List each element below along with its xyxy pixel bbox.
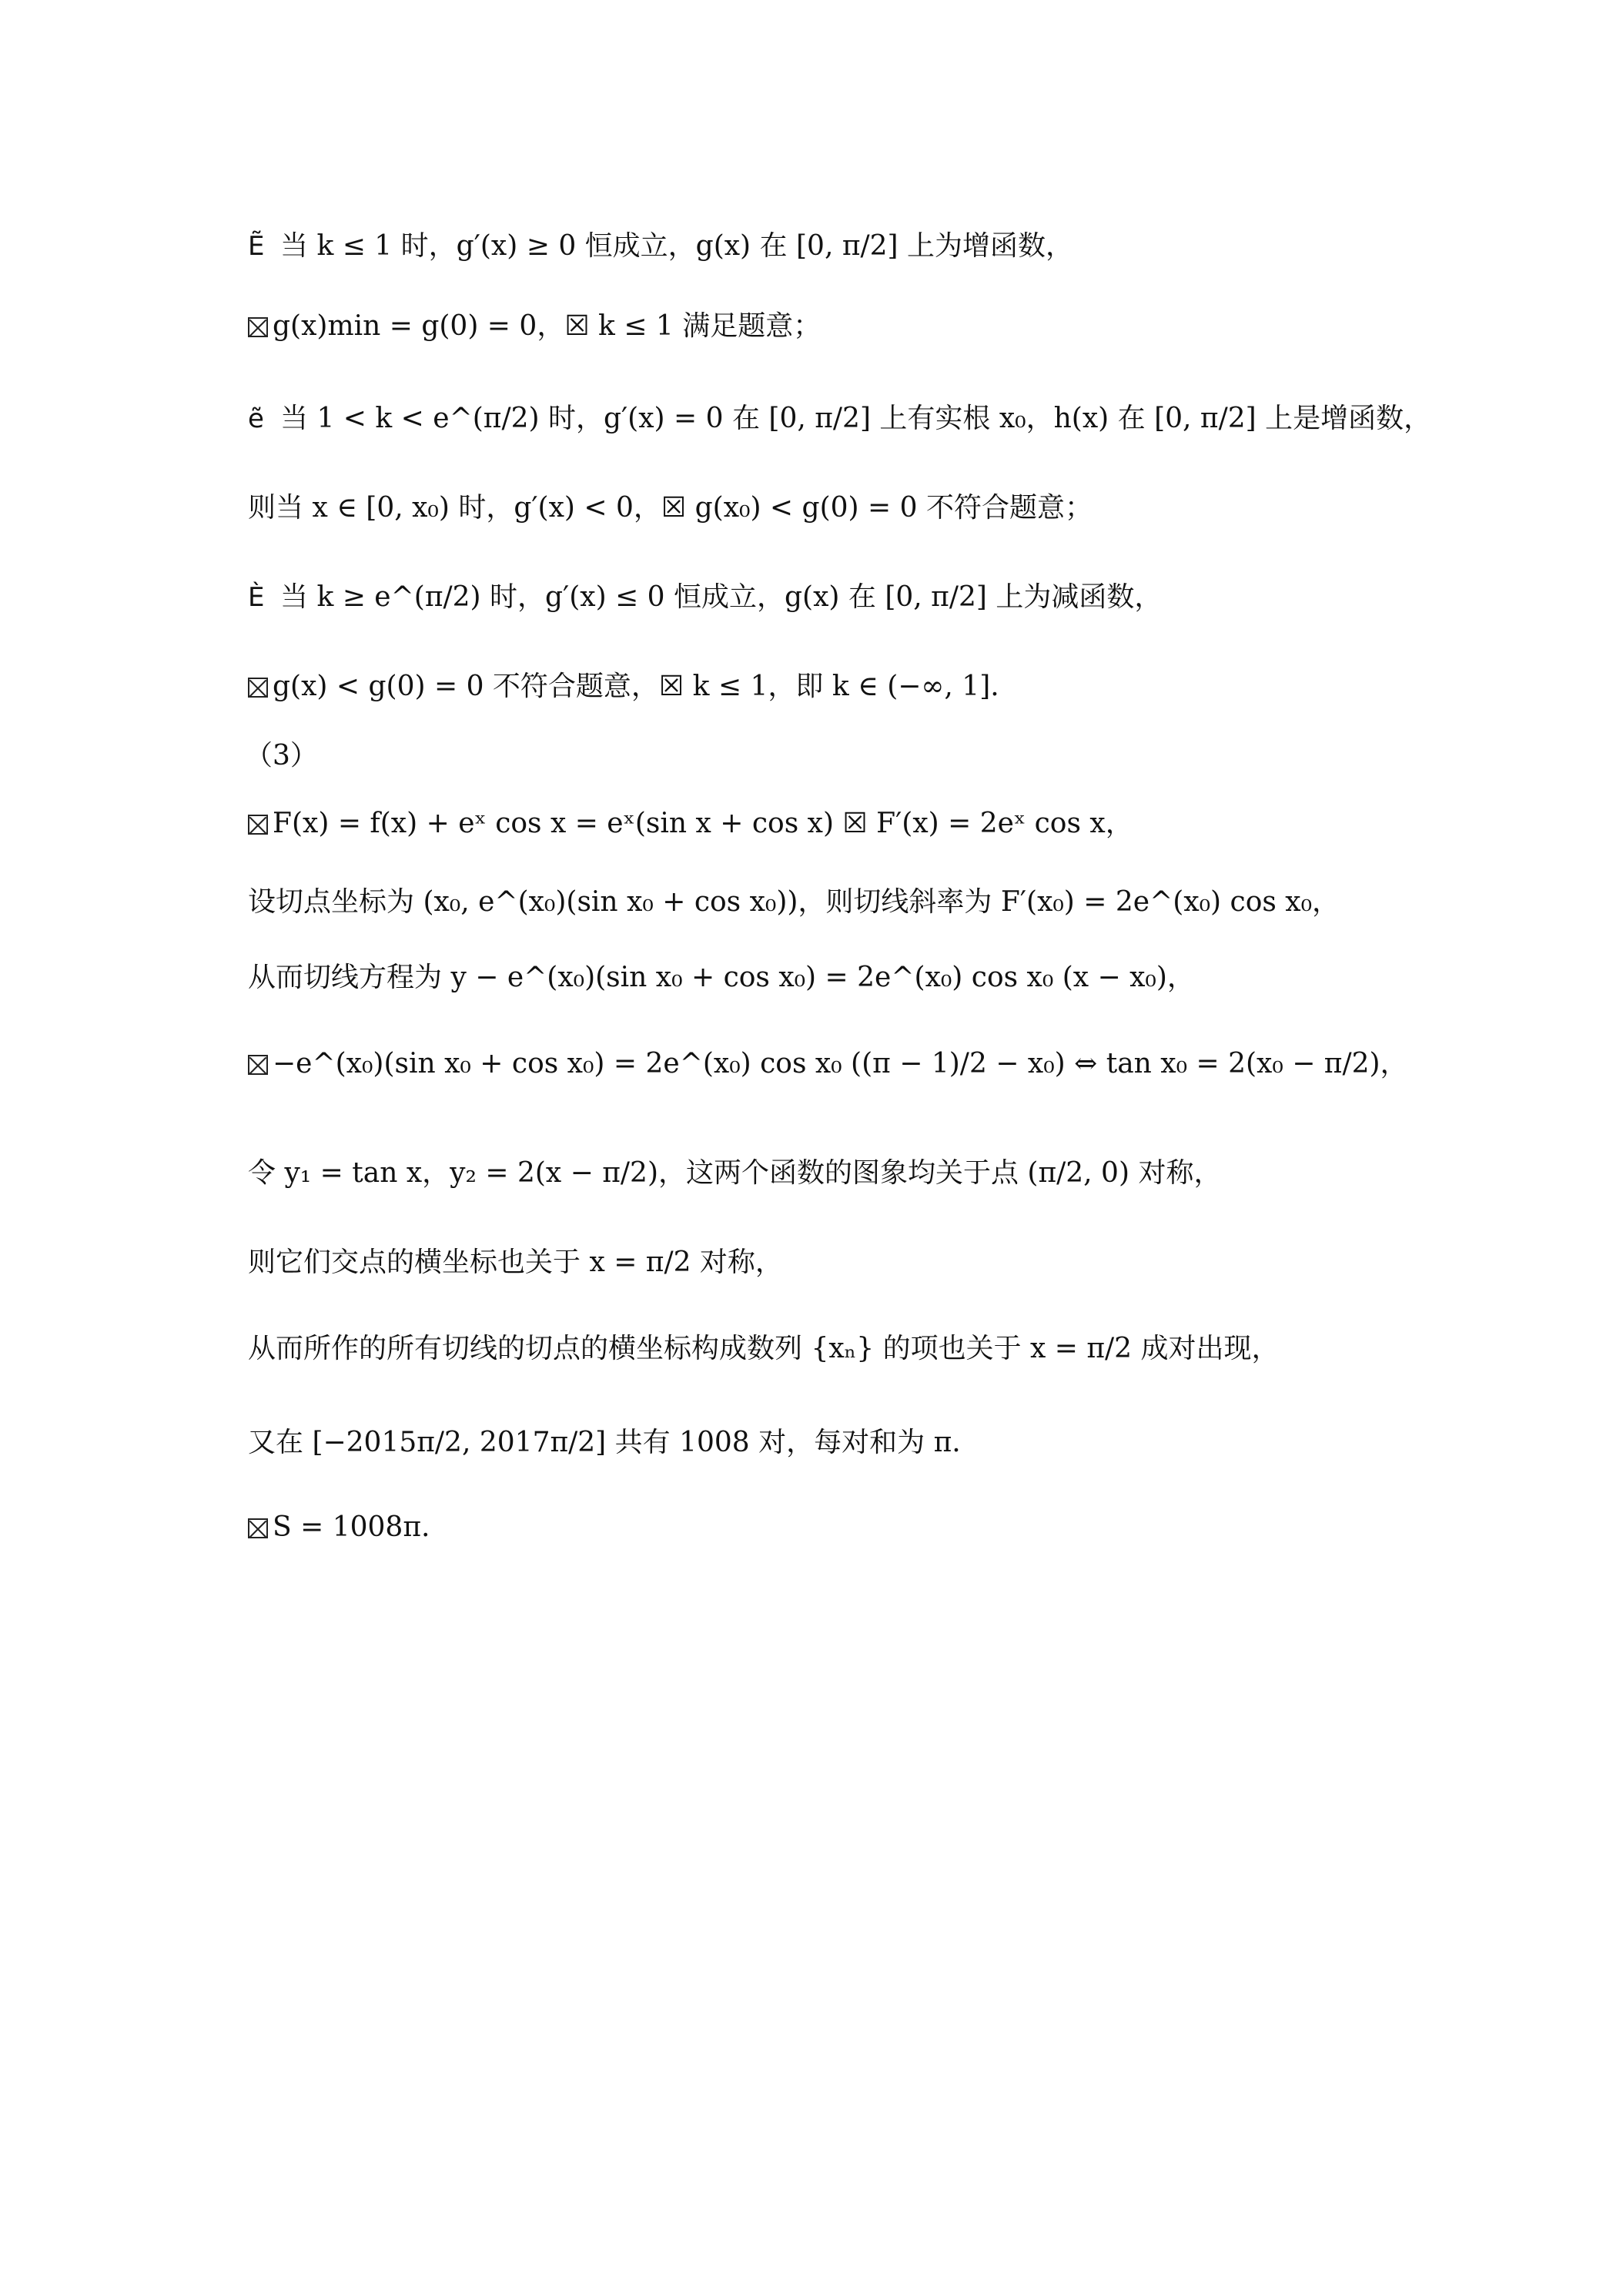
case-marker: ẽ xyxy=(248,403,264,434)
part-3-line-2 xyxy=(248,884,1403,921)
case-1-conclusion-line xyxy=(248,308,1403,345)
line-text: g(x)min = g(0) = 0，☒ k ≤ 1 满足题意； xyxy=(273,310,822,342)
line-text: 令 y₁ = tan x，y₂ = 2(x − π/2)，这两个函数的图象均关于点 (π/2, 0) 对称， xyxy=(248,1157,1222,1189)
part-3-line-5 xyxy=(248,1155,1403,1192)
case-3-line xyxy=(248,579,1403,616)
line-text: −e^(x₀)(sin x₀ + cos x₀) = 2e^(x₀) cos x₀ ((π − 1)/2 − x₀) ⇔ tan x₀ = 2(x₀ − π/2)， xyxy=(273,1048,1408,1079)
part-3-line-8 xyxy=(248,1424,1403,1461)
part-3-line-4 xyxy=(248,1046,1408,1083)
line-text: 则它们交点的横坐标也关于 x = π/2 对称， xyxy=(248,1247,783,1278)
final-answer-line xyxy=(248,1509,1403,1546)
line-text: 当 k ≥ e^(π/2) 时，g′(x) ≤ 0 恒成立，g(x) 在 [0, π/2] 上为减函数， xyxy=(280,581,1163,613)
line-text: 又在 [−2015π/2, 2017π/2] 共有 1008 对，每对和为 π. xyxy=(248,1427,961,1458)
line-text: g(x) < g(0) = 0 不符合题意，☒ k ≤ 1，即 k ∈ (−∞, 1]. xyxy=(273,671,999,702)
part-3-line-3 xyxy=(248,959,1403,996)
line-text: 则当 x ∈ [0, x₀) 时，g′(x) < 0，☒ g(x₀) < g(0) = 0 不符合题意； xyxy=(248,492,1093,524)
line-text: 从而切线方程为 y − e^(x₀)(sin x₀ + cos x₀) = 2e^(x₀) cos x₀ (x − x₀)， xyxy=(248,962,1195,993)
unknown-glyph-icon xyxy=(248,815,268,835)
line-text: 设切点坐标为 (x₀, e^(x₀)(sin x₀ + cos x₀))，则切线斜率为 F′(x₀) = 2e^(x₀) cos x₀， xyxy=(248,886,1340,918)
case-2-line xyxy=(248,400,1432,437)
unknown-glyph-icon xyxy=(248,317,268,337)
unknown-glyph-icon xyxy=(248,1055,268,1075)
part-3-heading xyxy=(245,738,1400,775)
line-text: 从而所作的所有切线的切点的横坐标构成数列 {xₙ} 的项也关于 x = π/2 成对出现， xyxy=(248,1333,1280,1364)
case-3-conclusion-line xyxy=(248,668,1403,705)
line-text: 当 1 < k < e^(π/2) 时，g′(x) = 0 在 [0, π/2] 上有实根 x₀，h(x) 在 [0, π/2] 上是增函数， xyxy=(280,403,1432,434)
unknown-glyph-icon xyxy=(248,678,268,698)
case-1-line xyxy=(248,228,1403,265)
part-3-line-6 xyxy=(248,1244,1403,1281)
line-text: S = 1008π. xyxy=(273,1511,430,1543)
part-3-line-7 xyxy=(248,1330,1403,1367)
line-text: F(x) = f(x) + eˣ cos x = eˣ(sin x + cos x) ☒ F′(x) = 2eˣ cos x， xyxy=(273,808,1133,839)
part-3-line-1 xyxy=(248,805,1403,842)
case-2-conclusion-line xyxy=(248,490,1403,527)
line-text: （3） xyxy=(245,740,318,771)
case-marker: È xyxy=(248,582,265,613)
case-marker: Ẽ xyxy=(248,231,265,262)
line-text: 当 k ≤ 1 时，g′(x) ≥ 0 恒成立，g(x) 在 [0, π/2] 上为增函数， xyxy=(280,230,1074,262)
unknown-glyph-icon xyxy=(248,1518,268,1538)
